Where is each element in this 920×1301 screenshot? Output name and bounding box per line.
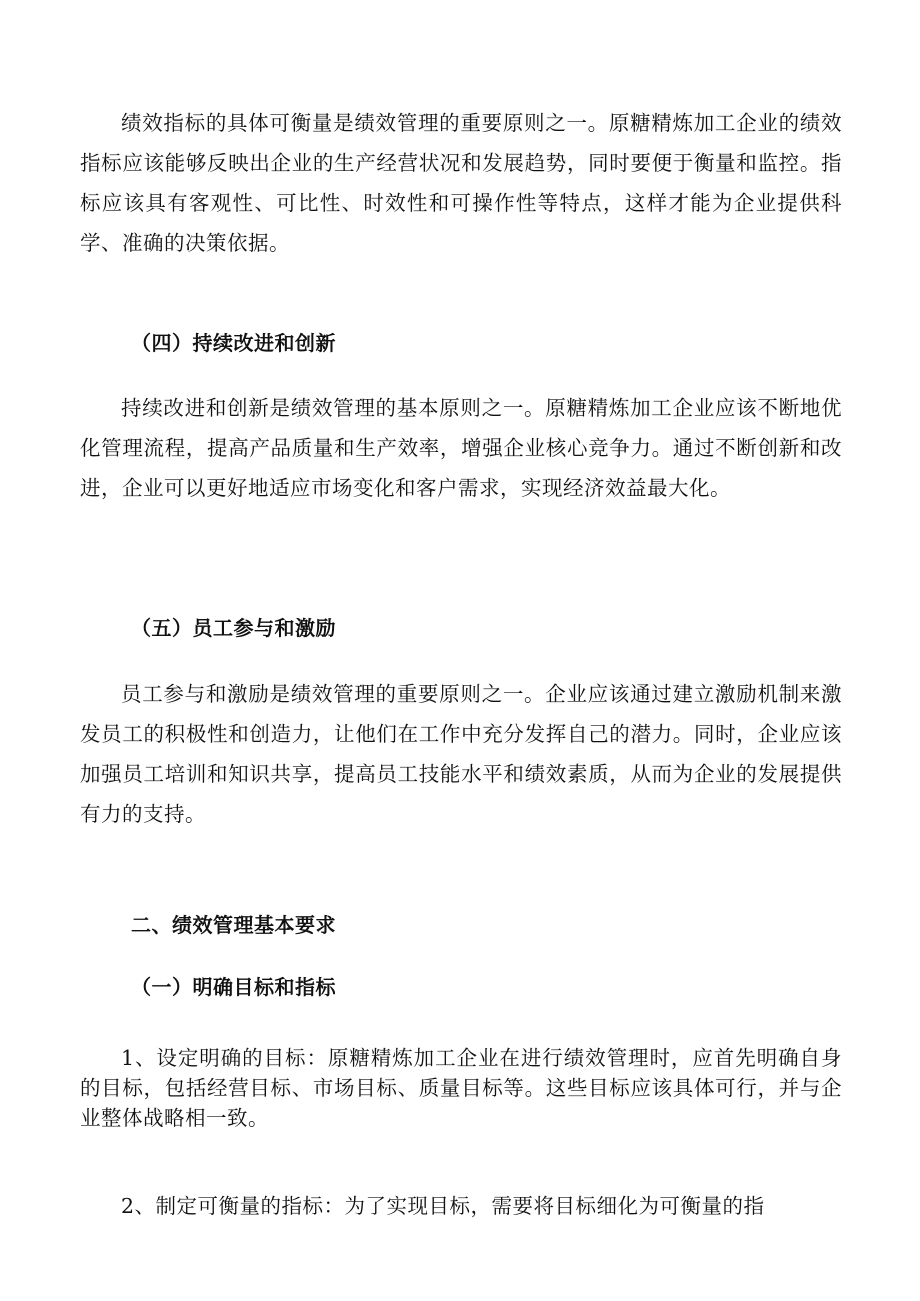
paragraph-measurable-metrics: 2、制定可衡量的指标：为了实现目标，需要将目标细化为可衡量的指 <box>121 1194 765 1218</box>
paragraph-continuous-improvement: 持续改进和创新是绩效管理的基本原则之一。原糖精炼加工企业应该不断地优化管理流程，提高产品质量和生产效率，增强企业核心竞争力。通过不断创新和改进，企业可以更好地适应市场变化和客户需求，实现经济效益最大化。 <box>80 396 842 500</box>
paragraph-measurable-indicators: 绩效指标的具体可衡量是绩效管理的重要原则之一。原糖精炼加工企业的绩效指标应该能够反映出企业的生产经营状况和发展趋势，同时要便于衡量和监控。指标应该具有客观性、可比性、时效性和可操作性等特点，这样才能为企业提供科学、准确的决策依据。 <box>80 111 842 255</box>
heading-clear-goals: （一）明确目标和指标 <box>131 975 336 999</box>
heading-employee-participation: （五）员工参与和激励 <box>131 616 336 640</box>
section-title-basic-requirements: 二、绩效管理基本要求 <box>131 913 336 937</box>
paragraph-set-goals: 1、设定明确的目标：原糖精炼加工企业在进行绩效管理时，应首先明确自身的目标，包括经营目标、市场目标、质量目标等。这些目标应该具体可行，并与企业整体战略相一致。 <box>80 1046 842 1130</box>
paragraph-employee-participation: 员工参与和激励是绩效管理的重要原则之一。企业应该通过建立激励机制来激发员工的积极性和创造力，让他们在工作中充分发挥自己的潜力。同时，企业应该加强员工培训和知识共享，提高员工技能水平和绩效素质，从而为企业的发展提供有力的支持。 <box>80 682 842 826</box>
heading-continuous-improvement: （四）持续改进和创新 <box>131 331 336 355</box>
